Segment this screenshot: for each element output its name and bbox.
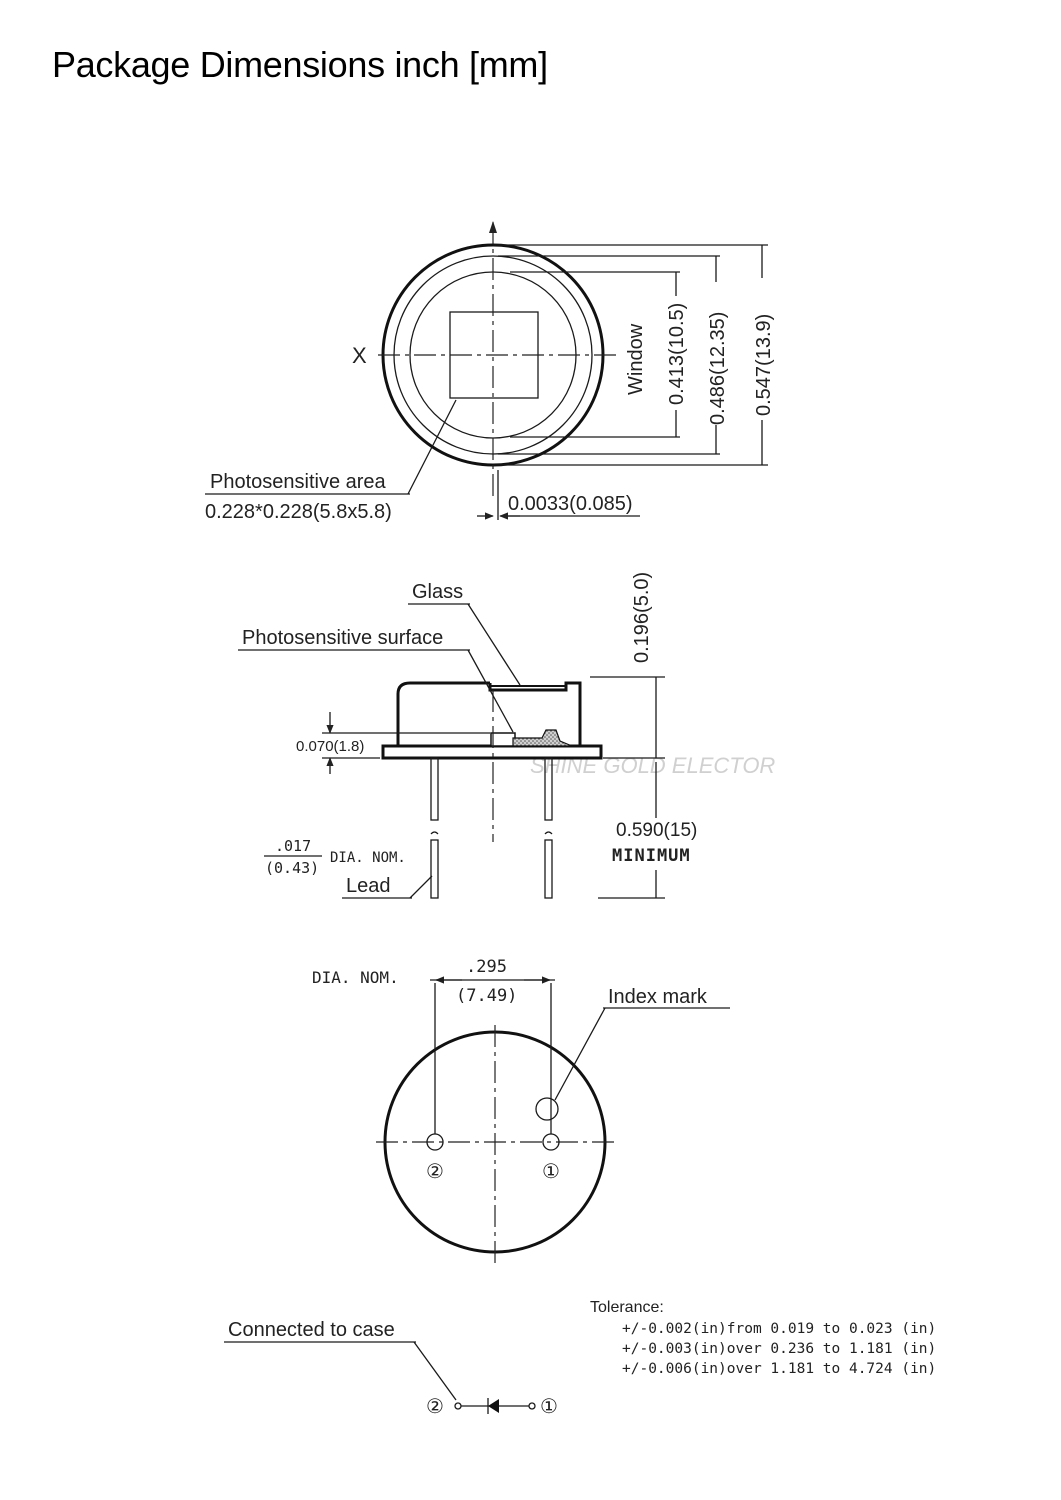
tolerance-block: [590, 1299, 936, 1377]
sensor-chip: [491, 733, 515, 746]
top-arrow-icon: [489, 221, 497, 233]
schematic-pin-1: ①: [540, 1396, 558, 1418]
lead-diameter-inch: .017: [275, 837, 312, 855]
bottom-dia-nom-label: DIA. NOM.: [312, 968, 399, 987]
sensor-hatched-mount: [513, 730, 572, 746]
diode-icon: [488, 1399, 499, 1413]
terminal-2: [455, 1403, 461, 1409]
x-axis-label: X: [352, 343, 367, 368]
glass-label: Glass: [412, 581, 464, 603]
tolerance-line: +/-0.003(in)over 0.236 to 1.181 (in): [622, 1341, 937, 1357]
watermark: SHINE GOLD ELECTOR: [530, 753, 776, 778]
pin-2-number: ②: [426, 1161, 444, 1183]
height-dimension: 0.196(5.0): [631, 571, 653, 663]
index-mark: [536, 1098, 558, 1120]
lead-label: Lead: [346, 875, 391, 897]
pin-1-number: ①: [542, 1161, 560, 1183]
lead-left-upper: [431, 758, 438, 820]
schematic: [224, 1319, 558, 1418]
tolerance-line: +/-0.002(in)from 0.019 to 0.023 (in): [622, 1321, 937, 1337]
pin-spacing-inch: .295: [466, 957, 507, 977]
terminal-1: [529, 1403, 535, 1409]
lead-diameter-mm: (0.43): [265, 859, 320, 877]
photosensitive-surface-label: Photosensitive surface: [242, 627, 444, 649]
top-view: [205, 221, 775, 523]
case-body: [398, 683, 490, 746]
tolerance-title: Tolerance:: [590, 1299, 664, 1316]
connected-to-case-label: Connected to case: [228, 1319, 395, 1341]
tolerance-line: +/-0.006(in)over 1.181 to 4.724 (in): [622, 1361, 937, 1377]
page-title: Package Dimensions inch [mm]: [52, 44, 548, 85]
lead-dia-nom-label: DIA. NOM.: [330, 850, 406, 866]
lead-right-lower: [545, 840, 552, 898]
lead-length-dimension: 0.590(15): [616, 820, 698, 841]
lead-left-lower: [431, 840, 438, 898]
bottom-view: [312, 957, 730, 1266]
offset-dimension: 0.0033(0.085): [508, 493, 633, 515]
inner-diameter-dimension: 0.486(12.35): [707, 311, 729, 425]
lead-length-qualifier: MINIMUM: [612, 846, 691, 866]
window-label: Window: [625, 323, 647, 395]
schematic-pin-2: ②: [426, 1396, 444, 1418]
pin-spacing-mm: (7.49): [456, 986, 518, 1006]
photosensitive-area-label: Photosensitive area: [210, 471, 386, 493]
photosensitive-area-size: 0.228*0.228(5.8x5.8): [205, 501, 392, 523]
window-dimension: 0.413(10.5): [666, 302, 688, 405]
outer-diameter-dimension: 0.547(13.9): [753, 313, 775, 416]
base-thickness-dimension: 0.070(1.8): [296, 738, 365, 755]
index-mark-label: Index mark: [608, 986, 707, 1008]
side-view: [238, 572, 775, 898]
